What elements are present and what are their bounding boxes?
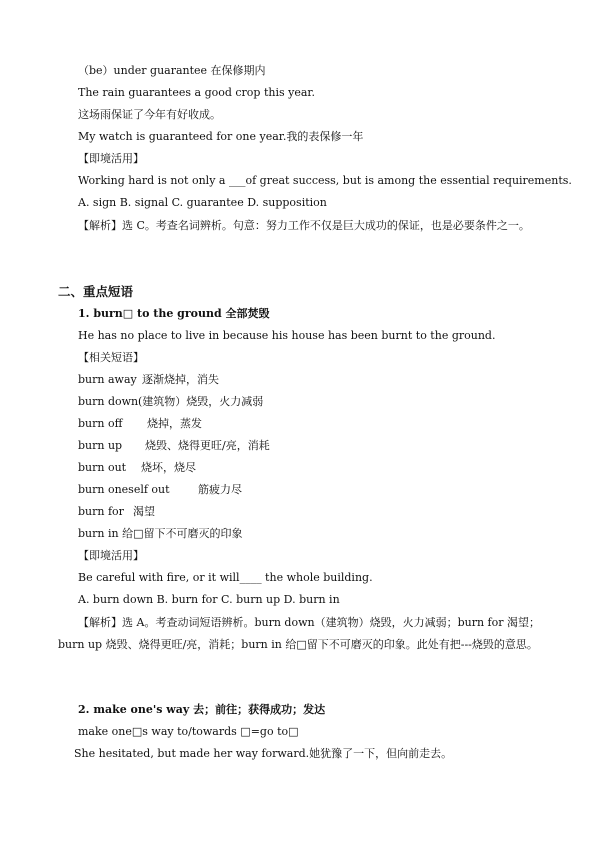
phrase-row <box>78 461 196 475</box>
phrase-term: burn down <box>78 395 139 408</box>
phrase-meaning: 渴望 <box>133 505 155 518</box>
phrase-term: burn off <box>78 417 123 430</box>
phrase-term: burn oneself out <box>78 483 170 496</box>
phrase-row <box>78 373 219 387</box>
section-label: 【相关短语】 <box>78 351 144 364</box>
phrase-meaning: 逐渐烧掉，消失 <box>142 373 219 386</box>
exercise-question: Working hard is not only a ___of great success, but is among the essential requirements. <box>78 174 572 187</box>
example-sentence: My watch is guaranteed for one year.我的表保修一年 <box>78 130 364 143</box>
phrase-term: burn away <box>78 373 137 386</box>
text-line: make one□s way to/towards □=go to□ <box>78 725 299 738</box>
translation-line: 这场雨保证了今年有好收成。 <box>78 108 221 121</box>
phrase-row <box>78 395 264 409</box>
phrase-term: burn up <box>78 439 123 452</box>
phrase-meaning: 筋疲力尽 <box>198 483 242 496</box>
phrase-heading: 2. make one's way 去；前往；获得成功；发达 <box>78 703 326 716</box>
phrase-meaning: 烧坏，烧尽 <box>141 461 196 474</box>
phrase-term: burn for <box>78 505 124 518</box>
example-sentence: He has no place to live in because his house has been burnt to the ground. <box>78 329 496 342</box>
exercise-options: A. sign B. signal C. guarantee D. supposition <box>78 196 327 209</box>
phrase-term: burn out <box>78 461 127 474</box>
phrase-meaning: 烧掉，蒸发 <box>147 417 202 430</box>
answer-explanation: 【解析】选 C。考查名词辨析。句意：努力工作不仅是巨大成功的保证，也是必要条件之一。 <box>78 219 530 232</box>
phrase-row <box>78 483 242 497</box>
exercise-question: Be careful with fire, or it will____ the whole building. <box>78 571 373 584</box>
text-line: burn in 给□留下不可磨灭的印象 <box>78 527 243 540</box>
section-heading: 二、重点短语 <box>58 284 134 299</box>
phrase-row <box>78 505 155 519</box>
exercise-options: A. burn down B. burn for C. burn up D. burn in <box>78 593 340 606</box>
phrase-meaning: 烧毁、烧得更旺/亮，消耗 <box>145 439 270 452</box>
example-sentence: She hesitated, but made her way forward.她犹豫了一下，但向前走去。 <box>74 747 453 760</box>
text-line: （be）under guarantee 在保修期内 <box>78 64 266 77</box>
answer-explanation: 【解析】选 A。考查动词短语辨析。burn down（建筑物）烧毁，火力减弱；burn for 渴望； burn up 烧毁、烧得更旺/亮，消耗；burn in 给□留下不可磨灭的印象。此处有把---烧毁的意思。 <box>58 616 540 651</box>
example-sentence: The rain guarantees a good crop this year. <box>78 86 315 99</box>
phrase-row <box>78 439 270 453</box>
phrase-heading: 1. burn□ to the ground 全部焚毁 <box>78 307 270 320</box>
section-label: 【即境活用】 <box>78 549 144 562</box>
section-label: 【即境活用】 <box>78 152 144 165</box>
phrase-row <box>78 417 202 431</box>
phrase-meaning: (建筑物）烧毁，火力减弱 <box>138 395 264 408</box>
